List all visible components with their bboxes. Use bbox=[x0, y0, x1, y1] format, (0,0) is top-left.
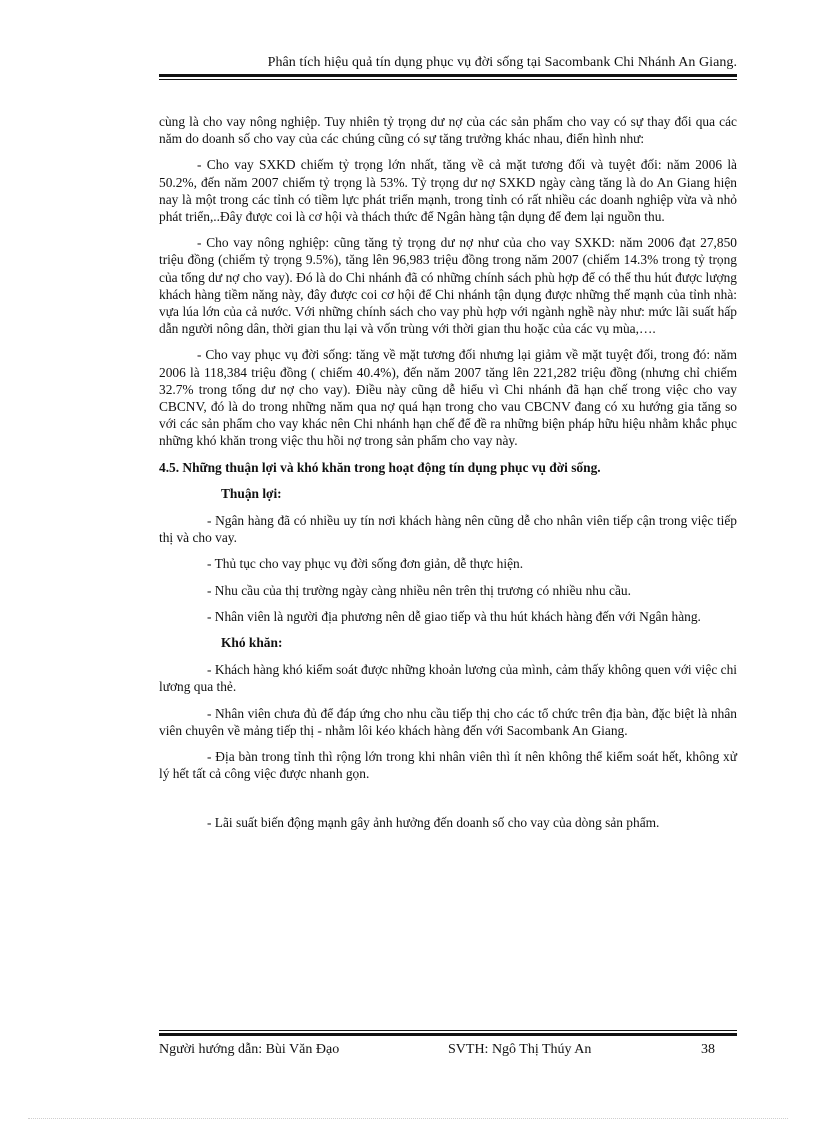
blank-space bbox=[159, 792, 737, 814]
paragraph: - Cho vay nông nghiệp: cũng tăng tỷ trọng dư nợ như của cho vay SXKD: năm 2006 đạt 27,850 triệu đồng (chiếm tỷ trọng 9.5%), tăng lên 96,983 triệu đồng trong năm 2007 (chiếm 14.3% trong tỷ trọng của tổng dư nợ cho vay). Đó là do Chi nhánh đã có những chính sách phù hợp để có thể thu hút được lượng khách hàng tiềm năng này, đây được coi cơ hội để Chi nhánh tận dụng được những thế mạnh của tỉnh nhà: vựa lúa lớn của cả nước. Với những chính sách cho vay phù hợp với ngành nghề này như: mức lãi suất hấp dẫn người nông dân, thời gian thu lại và vốn trùng với thời gian thu hoặc của các vụ mùa,…. bbox=[159, 235, 737, 337]
paragraph: cùng là cho vay nông nghiệp. Tuy nhiên tỷ trọng dư nợ của các sản phẩm cho vay có sự thay đổi qua các năm do doanh số cho vay của các chúng cũng có sự tăng trưởng khác nhau, điển hình như: bbox=[159, 114, 737, 147]
paragraph: - Cho vay phục vụ đời sống: tăng về mặt tương đối nhưng lại giảm về mặt tuyệt đối, trong đó: năm 2006 là 118,384 triệu đồng ( chiếm 40.4%), đến năm 2007 tăng lên 221,282 triệu đồng (nhưng chỉ chiếm 32.7% trong tổng dư nợ cho vay). Điều này cũng dễ hiểu vì Chi nhánh đã hạn chế trong việc cho vay CBCNV, đó là do trong những năm qua nợ quá hạn trong cho vau CBCNV đang có xu hướng gia tăng so với các sản phẩm cho vay khác nên Chi nhánh hạn chế để đề ra những biện pháp hữu hiệu nhằm khắc phục những khó khăn trong việc thu hồi nợ trong sản phẩm cho vay này. bbox=[159, 347, 737, 449]
footer-advisor: Người hướng dẫn: Bùi Văn Đạo bbox=[159, 1042, 340, 1057]
page-edge-divider bbox=[28, 1118, 788, 1119]
advantage-item: - Nhu cầu của thị trường ngày càng nhiều nên trên thị trương có nhiều nhu cầu. bbox=[207, 582, 631, 598]
difficulty-item: - Lãi suất biến động mạnh gây ảnh hưởng đến doanh số cho vay của dòng sản phẩm. bbox=[207, 814, 660, 830]
advantage-item: - Nhân viên là người địa phương nên dễ giao tiếp và thu hút khách hàng đến với Ngân hàng. bbox=[207, 608, 701, 624]
difficulty-item: - Địa bàn trong tỉnh thì rộng lớn trong khi nhân viên thì ít nên không thể kiểm soát hết, không xử lý hết tất cả công việc được nhanh gọn. bbox=[159, 749, 737, 782]
footer-rule bbox=[159, 1030, 737, 1036]
footer-row bbox=[159, 1042, 737, 1062]
header-title: Phân tích hiệu quả tín dụng phục vụ đời sống tại Sacombank Chi Nhánh An Giang. bbox=[267, 55, 737, 70]
page-footer bbox=[159, 1030, 737, 1062]
difficulty-item: - Nhân viên chưa đủ để đáp ứng cho nhu cầu tiếp thị cho các tổ chức trên địa bàn, đặc biệt là nhân viên chuyên về mảng tiếp thị - nhằm lôi kéo khách hàng đến với Sacombank An Giang. bbox=[159, 705, 737, 738]
page-body bbox=[159, 113, 737, 840]
difficulties-heading: Khó khăn: bbox=[221, 635, 283, 651]
footer-student: SVTH: Ngô Thị Thúy An bbox=[448, 1042, 592, 1057]
section-heading: 4.5. Những thuận lợi và khó khăn trong hoạt động tín dụng phục vụ đời sống. bbox=[159, 459, 601, 475]
page-number: 38 bbox=[701, 1042, 715, 1057]
paragraph: - Cho vay SXKD chiếm tỷ trọng lớn nhất, tăng về cả mặt tương đối và tuyệt đối: năm 2006 là 50.2%, đến năm 2007 chiếm tỷ trọng là 53%. Tỷ trọng dư nợ SXKD ngày càng tăng là do An Giang hiện nay là một trong các tỉnh có tiềm lực phát triển mạnh, trong tỉnh có rất nhiều các doanh nghiệp vừa và nhỏ phát triển,..Đây được coi là cơ hội và thách thức để Ngân hàng tận dụng để đem lại nguồn thu. bbox=[159, 157, 737, 225]
advantages-heading: Thuận lợi: bbox=[221, 485, 282, 501]
advantage-item: - Thủ tục cho vay phục vụ đời sống đơn giản, dễ thực hiện. bbox=[207, 556, 524, 572]
difficulty-item: - Khách hàng khó kiểm soát được những khoản lương của mình, cảm thấy không quen với việc chi lương qua thẻ. bbox=[159, 662, 737, 695]
header-rule bbox=[159, 74, 737, 80]
page-header bbox=[159, 55, 737, 80]
advantage-item: - Ngân hàng đã có nhiều uy tín nơi khách hàng nên cũng dễ cho nhân viên tiếp cận trong việc tiếp thị và cho vay. bbox=[159, 513, 737, 546]
